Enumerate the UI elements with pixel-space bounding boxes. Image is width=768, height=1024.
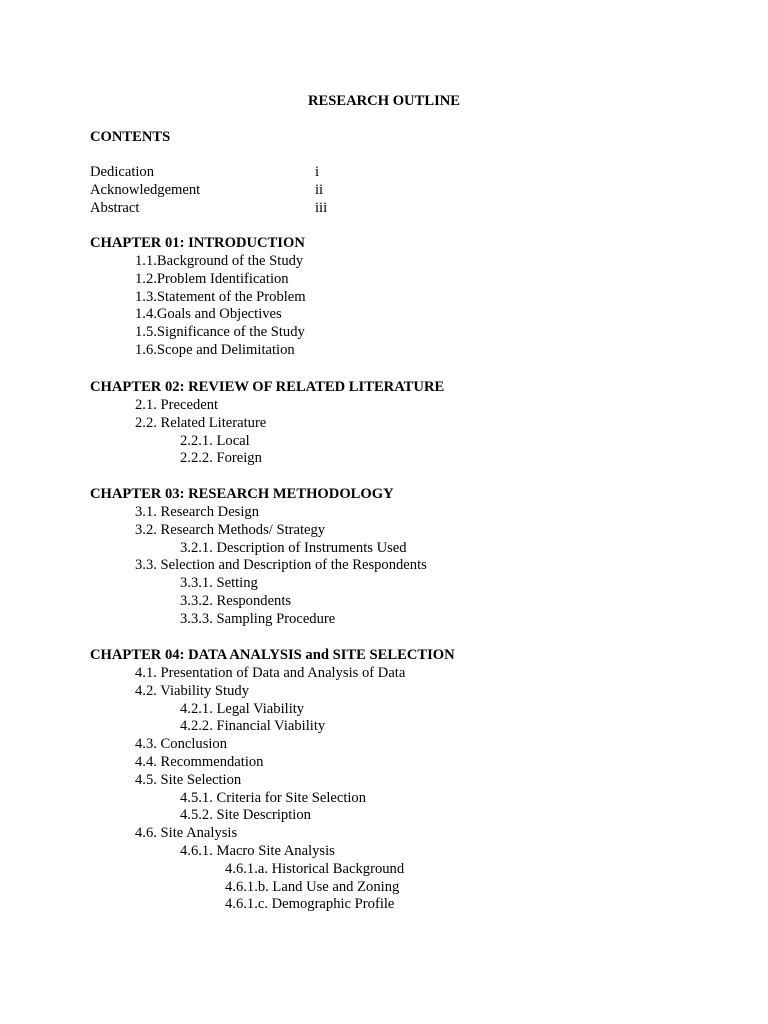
outline-item: 3.3. Selection and Description of the Respondents (135, 557, 427, 574)
outline-item: 1.3.Statement of the Problem (135, 288, 306, 305)
front-matter-page: i (315, 164, 320, 180)
chapter-title: CHAPTER 04: DATA ANALYSIS and SITE SELECTION (90, 647, 455, 663)
outline-item: 4.5.2. Site Description (180, 807, 311, 824)
outline-item: 4.5.1. Criteria for Site Selection (180, 789, 367, 806)
chapter-02 (90, 379, 730, 468)
contents-heading: CONTENTS (90, 129, 171, 145)
front-matter-row-abstract (90, 200, 390, 218)
outline-item: 4.3. Conclusion (135, 736, 228, 753)
outline-item: 1.5.Significance of the Study (135, 324, 305, 341)
outline-item: 4.2.2. Financial Viability (180, 718, 326, 735)
outline-item: 2.2.1. Local (180, 432, 250, 449)
outline-item: 2.1. Precedent (135, 397, 219, 413)
front-matter-label: Dedication (90, 164, 155, 180)
front-matter-label: Abstract (90, 200, 140, 216)
outline-item: 3.2.1. Description of Instruments Used (180, 539, 407, 556)
outline-item: 1.4.Goals and Objectives (135, 306, 282, 323)
outline-item: 3.3.1. Setting (180, 575, 258, 592)
outline-item: 1.2.Problem Identification (135, 270, 289, 287)
front-matter-page: iii (315, 200, 328, 216)
outline-item: 4.4. Recommendation (135, 753, 264, 770)
outline-item: 2.2.2. Foreign (180, 450, 262, 467)
front-matter-row-dedication (90, 164, 390, 182)
chapter-01 (90, 235, 730, 360)
outline-item: 3.2. Research Methods/ Strategy (135, 521, 326, 538)
outline-item: 1.1.Background of the Study (135, 253, 304, 269)
outline-item: 4.2.1. Legal Viability (180, 700, 305, 717)
chapter-03 (90, 486, 730, 629)
page-title: RESEARCH OUTLINE (307, 93, 461, 109)
outline-item: 4.2. Viability Study (135, 682, 249, 699)
chapter-title: CHAPTER 02: REVIEW OF RELATED LITERATURE (90, 379, 445, 395)
front-matter-list (90, 164, 390, 218)
outline-item: 4.6.1. Macro Site Analysis (180, 842, 335, 859)
front-matter-row-acknowledgement (90, 182, 390, 200)
outline-item: 4.6.1.b. Land Use and Zoning (225, 878, 400, 895)
outline-item: 4.6.1.c. Demographic Profile (225, 896, 395, 913)
outline-item: 4.1. Presentation of Data and Analysis of Data (135, 665, 406, 681)
outline-item: 4.6.1.a. Historical Background (225, 860, 405, 877)
chapter-title: CHAPTER 03: RESEARCH METHODOLOGY (90, 486, 394, 502)
chapter-04 (90, 647, 730, 914)
outline-item: 3.3.3. Sampling Procedure (180, 610, 336, 627)
outline-item: 1.6.Scope and Delimitation (135, 341, 295, 358)
front-matter-page: ii (315, 182, 324, 198)
outline-item: 3.3.2. Respondents (180, 592, 292, 609)
outline-item: 2.2. Related Literature (135, 414, 267, 431)
outline-item: 4.5. Site Selection (135, 771, 242, 788)
front-matter-label: Acknowledgement (90, 182, 201, 198)
outline-item: 4.6. Site Analysis (135, 825, 238, 842)
chapter-title: CHAPTER 01: INTRODUCTION (90, 235, 305, 251)
outline-item: 3.1. Research Design (135, 504, 260, 520)
